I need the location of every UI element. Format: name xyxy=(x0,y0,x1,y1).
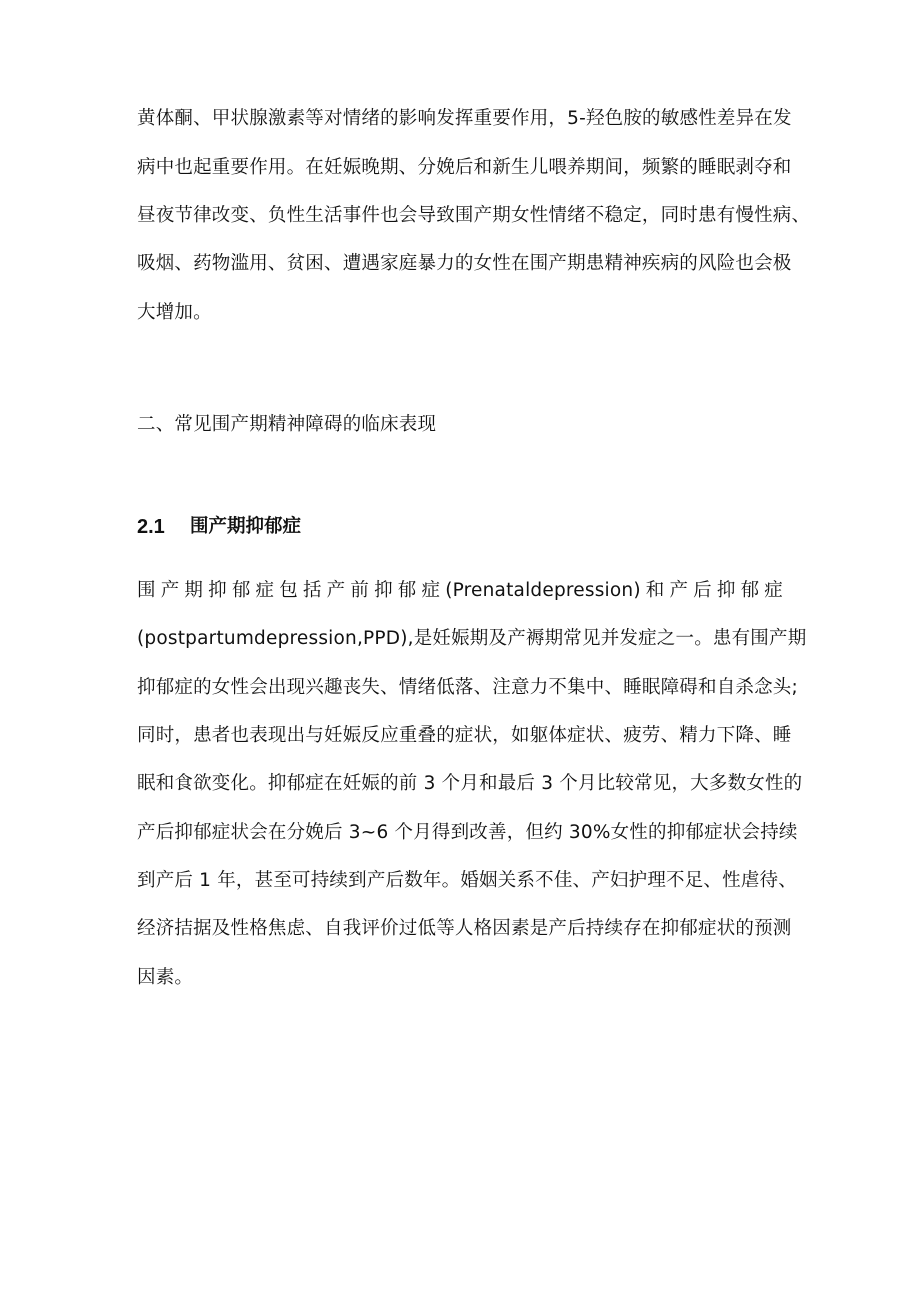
intro-line-4: 吸烟、药物滥用、贫困、遭遇家庭暴力的女性在围产期患精神疾病的风险也会极 xyxy=(137,253,792,274)
body-line-1: 围产期抑郁症包括产前抑郁症(Prenataldepression)和产后抑郁症 xyxy=(137,580,783,601)
intro-line-5: 大增加。 xyxy=(137,302,212,323)
subsection-title: 围产期抑郁症 xyxy=(190,516,302,537)
section-heading: 二、常见围产期精神障碍的临床表现 xyxy=(137,414,437,435)
body-line-3: 抑郁症的女性会出现兴趣丧失、情绪低落、注意力不集中、睡眠障碍和自杀念头; xyxy=(137,677,798,698)
intro-line-3: 昼夜节律改变、负性生活事件也会导致围产期女性情绪不稳定，同时患有慢性病、 xyxy=(137,205,811,226)
subsection-number: 2.1 xyxy=(137,516,165,538)
body-line-9: 因素。 xyxy=(137,967,194,988)
intro-line-1: 黄体酮、甲状腺激素等对情绪的影响发挥重要作用，5-羟色胺的敏感性差异在发 xyxy=(137,108,792,129)
intro-line-2: 病中也起重要作用。在妊娠晚期、分娩后和新生儿喂养期间，频繁的睡眠剥夺和 xyxy=(137,157,792,178)
body-line-2: (postpartumdepression,PPD),是妊娠期及产褥期常见并发症之一。患有围产期 xyxy=(137,628,807,649)
body-line-4: 同时，患者也表现出与妊娠反应重叠的症状，如躯体症状、疲劳、精力下降、睡 xyxy=(137,725,792,746)
body-line-7: 到产后 1 年，甚至可持续到产后数年。婚姻关系不佳、产妇护理不足、性虐待、 xyxy=(137,870,797,891)
body-line-8: 经济拮据及性格焦虑、自我评价过低等人格因素是产后持续存在抑郁症状的预测 xyxy=(137,918,792,939)
body-line-5: 眠和食欲变化。抑郁症在妊娠的前 3 个月和最后 3 个月比较常见，大多数女性的 xyxy=(137,773,803,794)
body-line-6: 产后抑郁症状会在分娩后 3~6 个月得到改善，但约 30%女性的抑郁症状会持续 xyxy=(137,822,798,843)
